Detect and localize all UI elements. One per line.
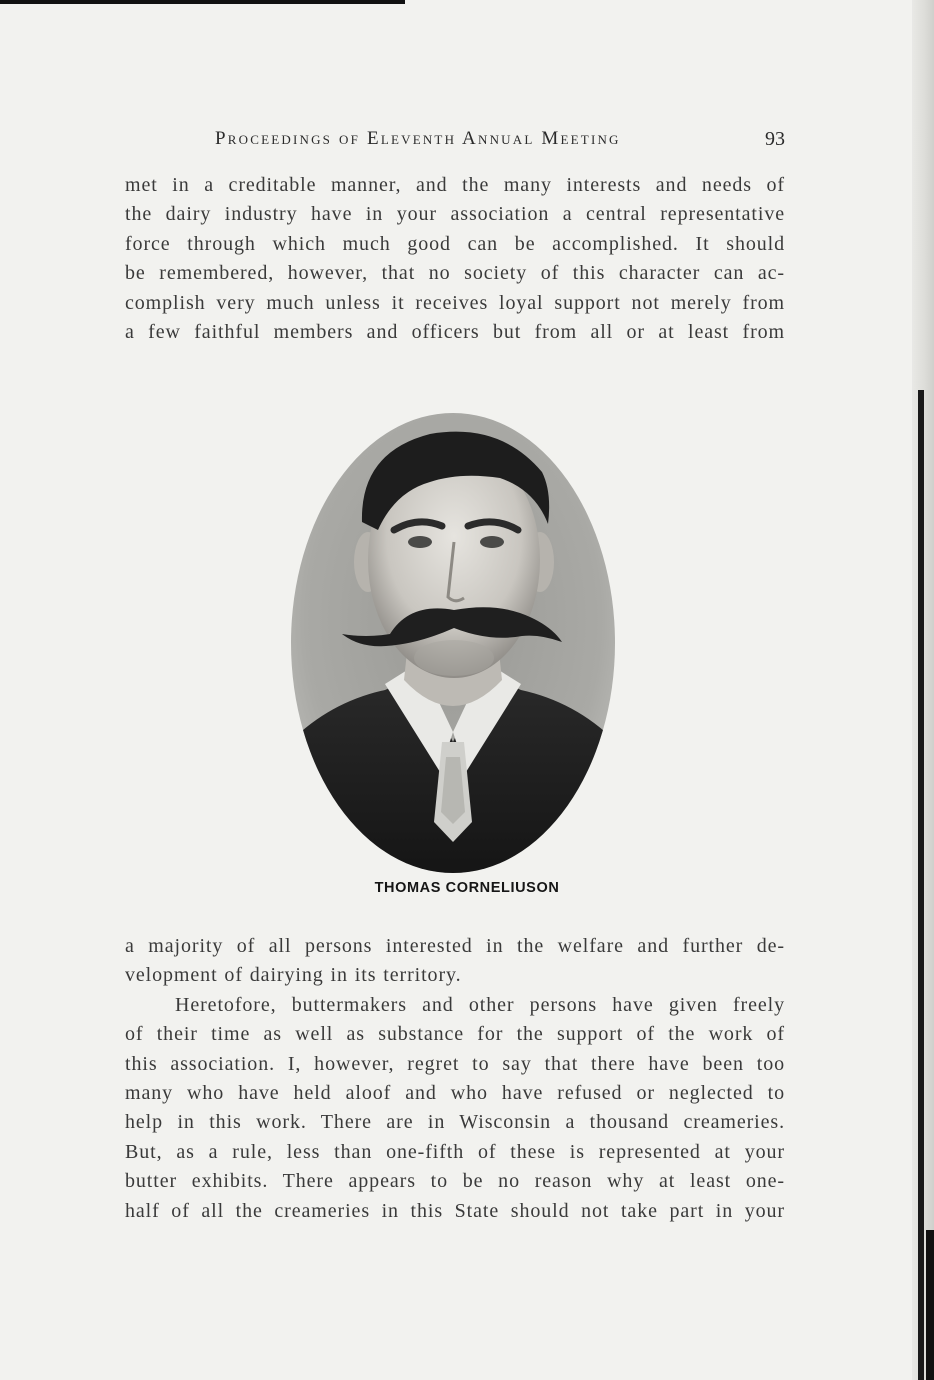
- top-scan-rule: [0, 0, 405, 4]
- text-line: many who have held aloof and who have refused or neglected to: [125, 1082, 785, 1105]
- text-line: a few faithful members and officers but from all or at least from: [125, 321, 785, 344]
- text-line: be remembered, however, that no society of this character can ac-: [125, 262, 785, 285]
- text-line: Heretofore, buttermakers and other persons have given freely: [175, 993, 785, 1016]
- page-edge-dark-strip-lower: [926, 1230, 934, 1380]
- running-head: [215, 128, 785, 151]
- text-line: butter exhibits. There appears to be no reason why at least one-: [125, 1170, 785, 1193]
- text-line: this association. I, however, regret to say that there have been too: [125, 1052, 785, 1075]
- text-line: of their time as well as substance for the support of the work of: [125, 1023, 785, 1046]
- text-line: velopment of dairying in its territory.: [125, 964, 462, 987]
- portrait-photo: [290, 412, 616, 874]
- text-line: force through which much good can be accomplished. It should: [125, 232, 785, 255]
- text-line: the dairy industry have in your association a central representative: [125, 203, 785, 226]
- text-line: complish very much unless it receives loyal support not merely from: [125, 291, 785, 314]
- text-line: But, as a rule, less than one-fifth of these is represented at your: [125, 1140, 785, 1163]
- page-number: 93: [765, 128, 785, 150]
- paragraph-bottom: [125, 932, 785, 1226]
- text-line: a majority of all persons interested in the welfare and further de-: [125, 935, 785, 957]
- paragraph-top: [125, 171, 785, 347]
- text-line: met in a creditable manner, and the many interests and needs of: [125, 174, 785, 196]
- text-line: half of all the creameries in this State should not take part in your: [125, 1199, 785, 1222]
- text-line: help in this work. There are in Wisconsin a thousand creameries.: [125, 1111, 785, 1134]
- running-head-title: Proceedings of Eleventh Annual Meeting: [215, 128, 621, 149]
- portrait-caption: THOMAS CORNELIUSON: [374, 880, 560, 896]
